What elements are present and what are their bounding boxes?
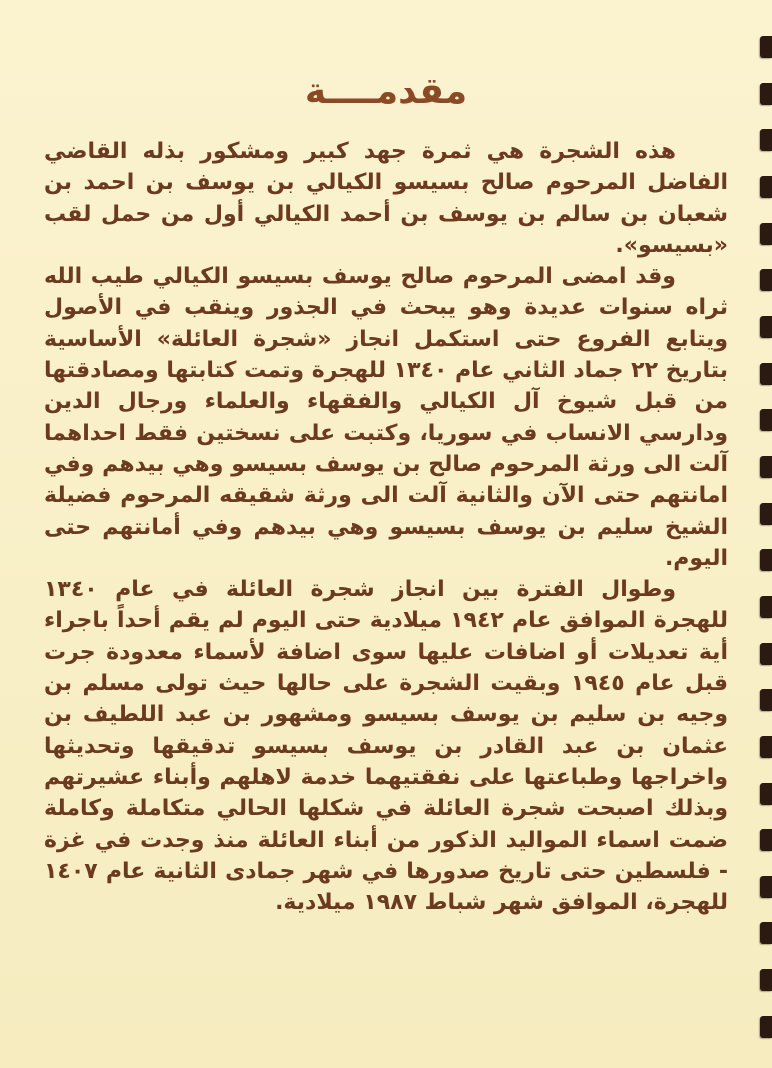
- paragraph: وقد امضى المرحوم صالح يوسف بسيسو الكيالي طيب الله ثراه سنوات عديدة وهو يبحث في الجذور وينقب في الأصول ويتابع الفروع حتى استكمل انجاز «شجرة العائلة» الأساسية بتاريخ ٢٢ جماد الثاني عام ١٣٤٠ للهجرة وتمت كتابتها ومصادقتها من قبل شيوخ آل الكيالي والفقهاء والعلماء ورجال الدين ودارسي الانساب في سوريا، وكتبت على نسختين فقط احداهما آلت الى ورثة المرحوم صالح بن يوسف بسيسو وهي بيدهم وفي امانتهم حتى الآن والثانية آلت الى ورثة شقيقه المرحوم فضيلة الشيخ سليم بن يوسف بسيسو وهي بيدهم وفي أمانتهم حتى اليوم.: [44, 264, 728, 571]
- binding-ring: [760, 176, 772, 198]
- binding-ring: [760, 643, 772, 665]
- page-title: مقدمــــة: [304, 71, 468, 112]
- binding-ring: [760, 736, 772, 758]
- binding-ring: [760, 269, 772, 291]
- binding-ring: [760, 36, 772, 58]
- binding-ring: [760, 316, 772, 338]
- binding-ring: [760, 596, 772, 618]
- binding-ring: [760, 969, 772, 991]
- binding-ring: [760, 1016, 772, 1038]
- binding-ring: [760, 409, 772, 431]
- paragraph: وطوال الفترة بين انجاز شجرة العائلة في عام ١٣٤٠ للهجرة الموافق عام ١٩٤٢ ميلادية حتى اليوم لم يقم أحداً باجراء أية تعديلات أو اضافات عليها سوى اضافة لأسماء معدودة جرت قبل عام ١٩٤٥ وبقيت الشجرة على حالها حيث تولى مسلم بن وجيه بن سليم بن يوسف بسيسو ومشهور بن عبد اللطيف بن عثمان بن عبد القادر بن يوسف بسيسو تدقيقها وتحديثها واخراجها وطباعتها على نفقتيهما خدمة لاهلهم وأبناء عشيرتهم وبذلك اصبحت شجرة العائلة في شكلها الحالي متكاملة وكاملة ضمت اسماء المواليد الذكور من أبناء العائلة منذ وجدت في غزة - فلسطين حتى تاريخ صدورها في شهر جمادى الثانية عام ١٤٠٧ للهجرة، الموافق شهر شباط ١٩٨٧ ميلادية.: [44, 577, 728, 916]
- binding-ring: [760, 503, 772, 525]
- binding-ring: [760, 129, 772, 151]
- binding-ring: [760, 689, 772, 711]
- binding-ring: [760, 223, 772, 245]
- document-body: [44, 70, 728, 918]
- binding-ring: [760, 829, 772, 851]
- binding-ring: [760, 549, 772, 571]
- spiral-binding: [748, 0, 772, 1068]
- paragraph: هذه الشجرة هي ثمرة جهد كبير ومشكور بذله القاضي الفاضل المرحوم صالح بسيسو الكيالي بن يوسف بن احمد بن شعبان بن سالم بن يوسف بن أحمد الكيالي أول من حمل لقب «بسيسو».: [44, 139, 728, 258]
- binding-ring: [760, 876, 772, 898]
- binding-ring: [760, 456, 772, 478]
- binding-ring: [760, 783, 772, 805]
- binding-ring: [760, 363, 772, 385]
- binding-ring: [760, 922, 772, 944]
- binding-ring: [760, 83, 772, 105]
